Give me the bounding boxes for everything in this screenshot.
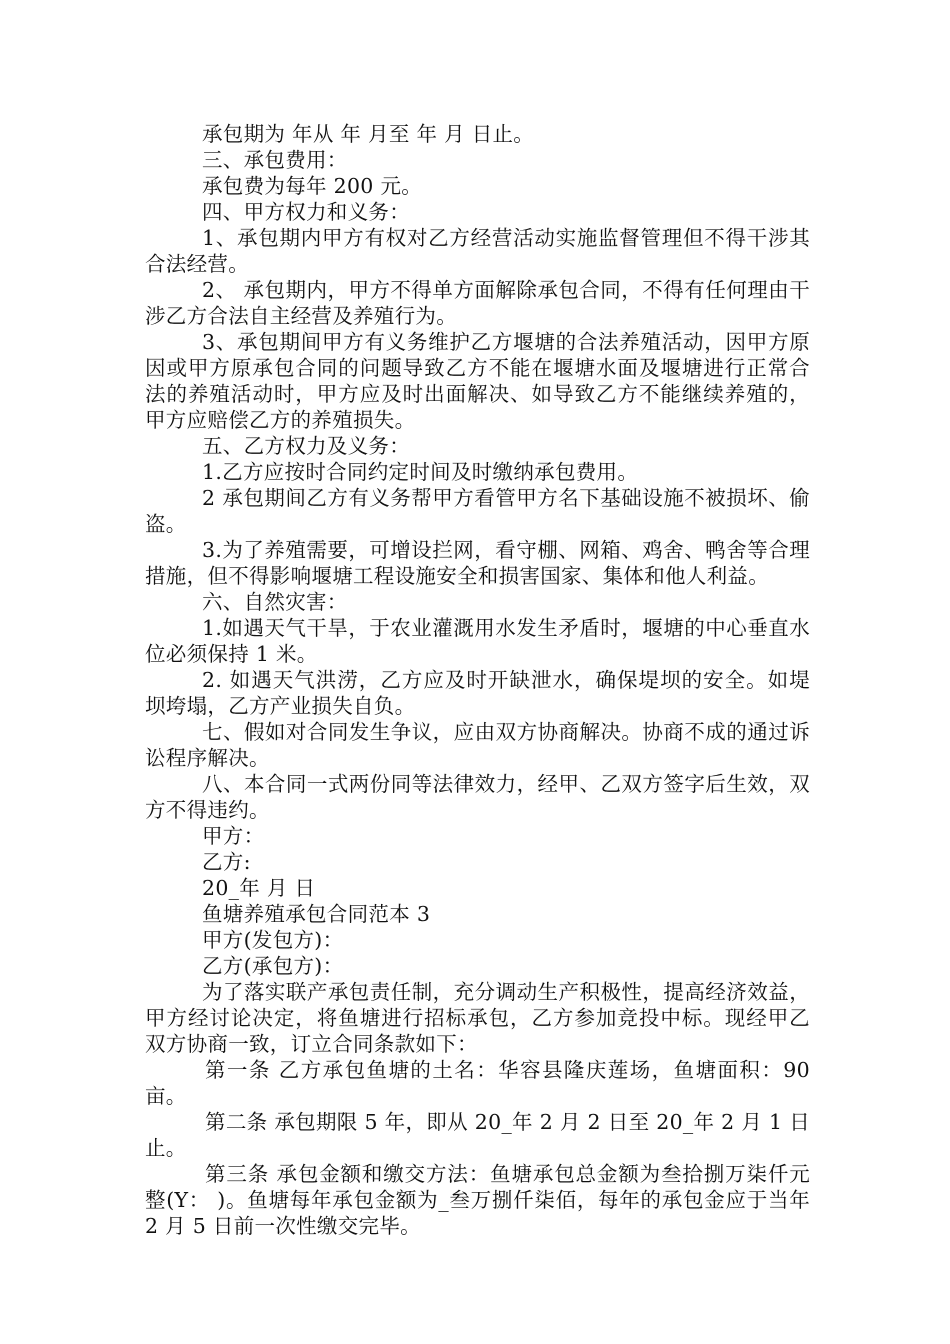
paragraph: 八、本合同一式两份同等法律效力，经甲、乙双方签字后生效，双方不得违约。 (145, 772, 810, 822)
paragraph: 3.为了养殖需要，可增设拦网，看守棚、网箱、鸡舍、鸭舍等合理措施，但不得影响堰塘工程设施安全和损害国家、集体和他人利益。 (145, 538, 810, 588)
paragraph: 第二条 承包期限 5 年，即从 20_年 2 月 2 日至 20_年 2 月 1 日止。 (145, 1110, 810, 1160)
paragraph: 三、承包费用： (202, 148, 348, 172)
paragraph: 第三条 承包金额和缴交方法：鱼塘承包总金额为叁拾捌万柒仟元整(Y： )。鱼塘每年承包金额为_叁万捌仟柒佰，每年的承包金应于当年 2 月 5 日前一次性缴交完毕。 (145, 1162, 817, 1238)
paragraph: 承包期为 年从 年 月至 年 月 日止。 (202, 122, 535, 146)
paragraph: 乙方(承包方)： (202, 954, 344, 978)
paragraph: 为了落实联产承包责任制，充分调动生产积极性，提高经济效益，甲方经讨论决定，将鱼塘进行招标承包，乙方参加竞投中标。现经甲乙双方协商一致，订立合同条款如下： (145, 980, 810, 1056)
paragraph: 第一条 乙方承包鱼塘的土名：华容县隆庆莲场，鱼塘面积：90 亩。 (145, 1058, 817, 1108)
paragraph: 3、承包期间甲方有义务维护乙方堰塘的合法养殖活动，因甲方原因或甲方原承包合同的问题导致乙方不能在堰塘水面及堰塘进行正常合法的养殖活动时，甲方应及时出面解决、如导致乙方不能继续养殖的，甲方应赔偿乙方的养殖损失。 (145, 330, 810, 432)
document-body (145, 121, 817, 1239)
paragraph: 六、自然灾害： (202, 590, 348, 614)
paragraph: 1.乙方应按时合同约定时间及时缴纳承包费用。 (202, 460, 639, 484)
paragraph: 甲方(发包方)： (202, 928, 344, 952)
paragraph: 鱼塘养殖承包合同范本 3 (202, 902, 431, 926)
paragraph: 乙方: (202, 850, 251, 874)
paragraph: 四、甲方权力和义务： (202, 200, 410, 224)
paragraph: 五、乙方权力及义务： (202, 434, 410, 458)
paragraph: 七、假如对合同发生争议，应由双方协商解决。协商不成的通过诉讼程序解决。 (145, 720, 810, 770)
paragraph: 1、承包期内甲方有权对乙方经营活动实施监督管理但不得干涉其合法经营。 (145, 226, 810, 276)
paragraph: 2 承包期间乙方有义务帮甲方看管甲方名下基础设施不被损坏、偷盗。 (145, 486, 810, 536)
paragraph: 20_年 月 日 (202, 876, 316, 900)
paragraph: 2. 如遇天气洪涝，乙方应及时开缺泄水，确保堤坝的安全。如堤坝垮塌，乙方产业损失自负。 (145, 668, 810, 718)
paragraph: 2、 承包期内，甲方不得单方面解除承包合同，不得有任何理由干涉乙方合法自主经营及养殖行为。 (145, 278, 810, 328)
paragraph: 甲方： (202, 824, 265, 848)
paragraph: 1.如遇天气干旱，于农业灌溉用水发生矛盾时，堰塘的中心垂直水位必须保持 1 米。 (145, 616, 810, 666)
paragraph: 承包费为每年 200 元。 (202, 174, 423, 198)
